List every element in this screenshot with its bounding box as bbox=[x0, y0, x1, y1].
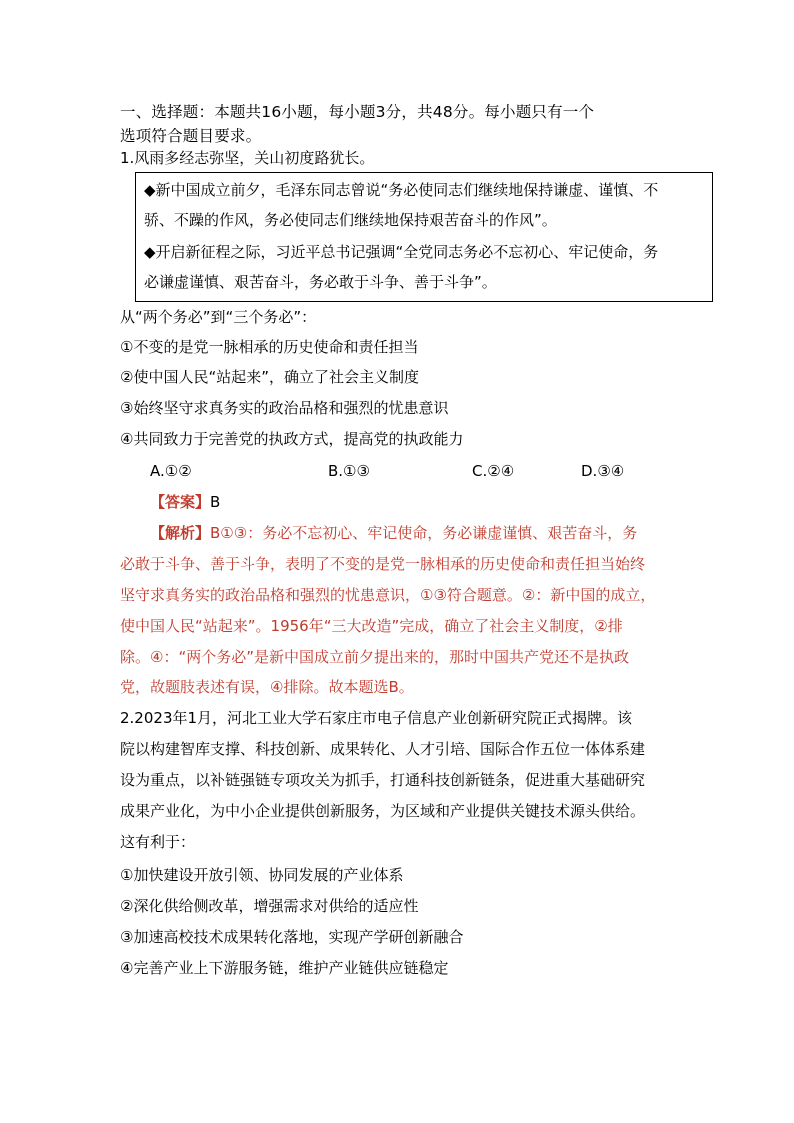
analysis-line: 党，故题肢表述有误，④排除。故本题选B。 bbox=[120, 678, 414, 696]
analysis-text: B①③：务必不忘初心、牢记使命，务必谦虚谨慎、艰苦奋斗，务 bbox=[210, 524, 638, 542]
choice-item: ④共同致力于完善党的执政方式，提高党的执政能力 bbox=[120, 430, 464, 448]
analysis-line: 除。④：“两个务必”是新中国成立前夕提出来的，那时中国共产党还不是执政 bbox=[120, 648, 629, 666]
analysis-line bbox=[150, 523, 637, 543]
choice-item: ②使中国人民“站起来”，确立了社会主义制度 bbox=[120, 368, 419, 386]
section-heading-line-2: 选项符合题目要求。 bbox=[120, 127, 262, 145]
question-1-stem: 1.风雨多经志弥坚，关山初度路犹长。 bbox=[120, 149, 375, 167]
analysis-line: 坚守求真务实的政治品格和强烈的忧患意识，①③符合题意。②：新中国的成立， bbox=[120, 586, 656, 604]
quote-box bbox=[135, 172, 713, 302]
analysis-line: 使中国人民“站起来”。1956年“三大改造”完成，确立了社会主义制度，②排 bbox=[120, 617, 623, 635]
analysis-line: 必敢于斗争、善于斗争，表明了不变的是党一脉相承的历史使命和责任担当始终 bbox=[120, 555, 646, 573]
option-b: B.①③ bbox=[328, 462, 370, 480]
quote-line: ◆开启新征程之际，习近平总书记强调“全党同志务必不忘初心、牢记使命，务 bbox=[144, 243, 659, 261]
quote-line: 必谦虚谨慎、艰苦奋斗，务必敢于斗争、善于斗争”。 bbox=[144, 273, 497, 291]
quote-line: ◆新中国成立前夕，毛泽东同志曾说“务必使同志们继续地保持谦虚、谨慎、不 bbox=[144, 181, 659, 199]
analysis-label: 【解析】 bbox=[150, 524, 211, 542]
choice-item: ④完善产业上下游服务链，维护产业链供应链稳定 bbox=[120, 959, 449, 977]
choice-item: ③始终坚守求真务实的政治品格和强烈的忧患意识 bbox=[120, 399, 449, 417]
answer-value: B bbox=[210, 493, 221, 511]
choice-item: ①加快建设开放引领、协同发展的产业体系 bbox=[120, 866, 404, 884]
question-2-stem-line: 设为重点，以补链强链专项攻关为抓手，打通科技创新链条，促进重大基础研究 bbox=[120, 771, 646, 789]
option-a: A.①② bbox=[150, 462, 192, 480]
section-heading-line-1: 一、选择题：本题共16小题，每小题3分，共48分。每小题只有一个 bbox=[120, 103, 595, 121]
answer-row bbox=[150, 492, 220, 512]
question-1-prompt: 从“两个务必”到“三个务必”： bbox=[120, 308, 317, 326]
option-d: D.③④ bbox=[581, 462, 625, 480]
question-2-stem-line: 院以构建智库支撑、科技创新、成果转化、人才引培、国际合作五位一体体系建 bbox=[120, 740, 646, 758]
quote-line: 骄、不躁的作风，务必使同志们继续地保持艰苦奋斗的作风”。 bbox=[144, 211, 557, 229]
option-c: C.②④ bbox=[472, 462, 515, 480]
answer-label: 【答案】 bbox=[150, 493, 211, 511]
choice-item: ③加速高校技术成果转化落地，实现产学研创新融合 bbox=[120, 928, 464, 946]
choice-item: ①不变的是党一脉相承的历史使命和责任担当 bbox=[120, 338, 419, 356]
question-2-stem-line: 2.2023年1月，河北工业大学石家庄市电子信息产业创新研究院正式揭牌。该 bbox=[120, 709, 633, 727]
choice-item: ②深化供给侧改革，增强需求对供给的适应性 bbox=[120, 897, 419, 915]
question-2-stem-line: 这有利于： bbox=[120, 833, 196, 851]
question-2-stem-line: 成果产业化，为中小企业提供创新服务，为区域和产业提供关键技术源头供给。 bbox=[120, 802, 646, 820]
